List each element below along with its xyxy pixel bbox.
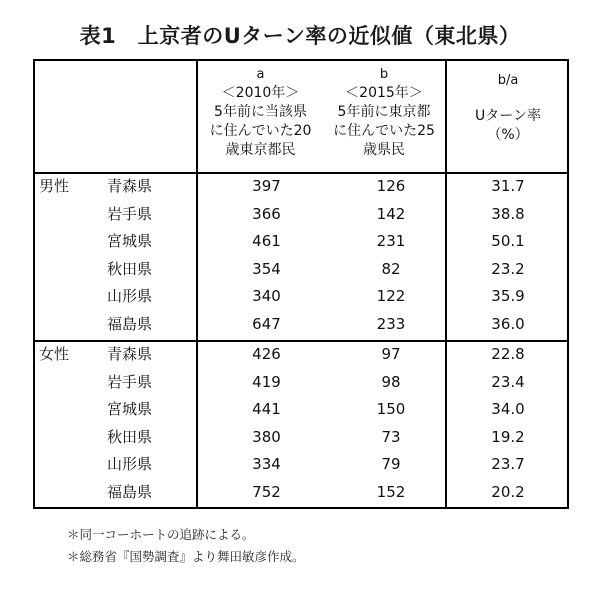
header-col-b [323, 61, 445, 172]
table-row [35, 479, 567, 507]
value-b: 97 [381, 345, 401, 363]
value-ratio: 23.2 [491, 259, 525, 278]
value-a: 380 [252, 427, 281, 446]
table-row [35, 341, 567, 369]
table-row [35, 256, 567, 284]
value-ratio: 35.9 [491, 287, 525, 305]
value-a: 340 [252, 287, 281, 305]
value-a: 752 [252, 482, 281, 501]
table-row [35, 173, 567, 201]
prefecture-name: 福島県 [107, 314, 153, 333]
value-b: 126 [376, 177, 406, 195]
col-b-desc-line: に住んでいた25 [333, 123, 435, 139]
footnote: ＊総務省『国勢調査』より舞田敏彦作成。 [67, 549, 305, 564]
value-ratio: 23.7 [491, 455, 525, 473]
prefecture-name: 青森県 [107, 177, 153, 195]
footnote: ＊同一コーホートの追跡による。 [67, 527, 255, 542]
prefecture-name: 秋田県 [107, 259, 153, 278]
value-a: 334 [252, 455, 281, 473]
col-a-desc-line: に住んでいた20 [209, 123, 312, 139]
col-a-letter: a [256, 67, 265, 82]
table-row [35, 228, 567, 256]
value-a: 426 [252, 345, 281, 363]
value-a: 461 [252, 232, 281, 250]
prefecture-name: 秋田県 [107, 427, 153, 446]
value-a: 366 [252, 204, 281, 223]
section-male [35, 173, 567, 340]
prefecture-name: 山形県 [107, 287, 153, 305]
col-b-year: ＜2015年＞ [345, 85, 423, 101]
col-a-desc-line: 歳東京都民 [225, 142, 296, 158]
col-b-letter: b [379, 67, 389, 82]
value-ratio: 31.7 [491, 177, 525, 195]
table-row [35, 201, 567, 229]
value-a: 354 [252, 259, 281, 278]
header-col-ratio [447, 61, 569, 172]
prefecture-name: 宮城県 [107, 400, 153, 418]
table-row [35, 451, 567, 479]
value-a: 441 [252, 400, 281, 418]
value-b: 231 [376, 232, 406, 250]
table-row [35, 369, 567, 397]
col-ratio-unit: （%） [487, 127, 529, 143]
value-a: 647 [252, 314, 281, 333]
col-a-year: ＜2010年＞ [221, 85, 300, 101]
prefecture-name: 岩手県 [107, 372, 153, 391]
prefecture-name: 青森県 [107, 345, 153, 363]
prefecture-name: 岩手県 [107, 204, 153, 223]
col-ratio-label: Uターン率 [475, 108, 541, 124]
value-ratio: 23.4 [491, 372, 525, 391]
value-ratio: 38.8 [491, 204, 525, 223]
value-b: 73 [381, 427, 401, 446]
col-ratio-letter: b/a [497, 73, 519, 88]
value-b: 98 [381, 372, 401, 391]
table-row [35, 311, 567, 339]
col-b-desc-line: 歳県民 [363, 142, 405, 158]
table-title: 表1 上京者のUターン率の近似値（東北県） [79, 24, 521, 48]
value-ratio: 34.0 [491, 400, 525, 418]
footnotes [67, 524, 305, 568]
col-b-desc-line: 5年前に東京都 [337, 104, 431, 120]
value-b: 150 [376, 400, 406, 418]
value-a: 419 [252, 372, 281, 391]
value-b: 122 [376, 287, 406, 305]
table-row [35, 396, 567, 424]
table-row [35, 424, 567, 452]
prefecture-name: 福島県 [107, 482, 153, 501]
table-row [35, 283, 567, 311]
prefecture-name: 宮城県 [107, 232, 153, 250]
header-col-a [198, 61, 323, 172]
prefecture-name: 山形県 [107, 455, 153, 473]
value-ratio: 36.0 [491, 314, 525, 333]
value-b: 82 [381, 259, 401, 278]
value-ratio: 22.8 [491, 345, 525, 363]
value-ratio: 50.1 [491, 232, 525, 250]
value-ratio: 19.2 [491, 427, 525, 446]
value-b: 152 [376, 482, 406, 501]
u-turn-rate-table [33, 59, 569, 509]
value-b: 79 [381, 455, 401, 473]
gender-label: 女性 [39, 345, 70, 363]
value-b: 233 [376, 314, 406, 333]
col-a-desc-line: 5年前に当該県 [214, 104, 307, 120]
value-b: 142 [376, 204, 406, 223]
section-female [35, 341, 567, 507]
value-a: 397 [252, 177, 281, 195]
gender-label: 男性 [39, 177, 70, 195]
value-ratio: 20.2 [491, 482, 525, 501]
header-corner-cell [35, 61, 196, 172]
